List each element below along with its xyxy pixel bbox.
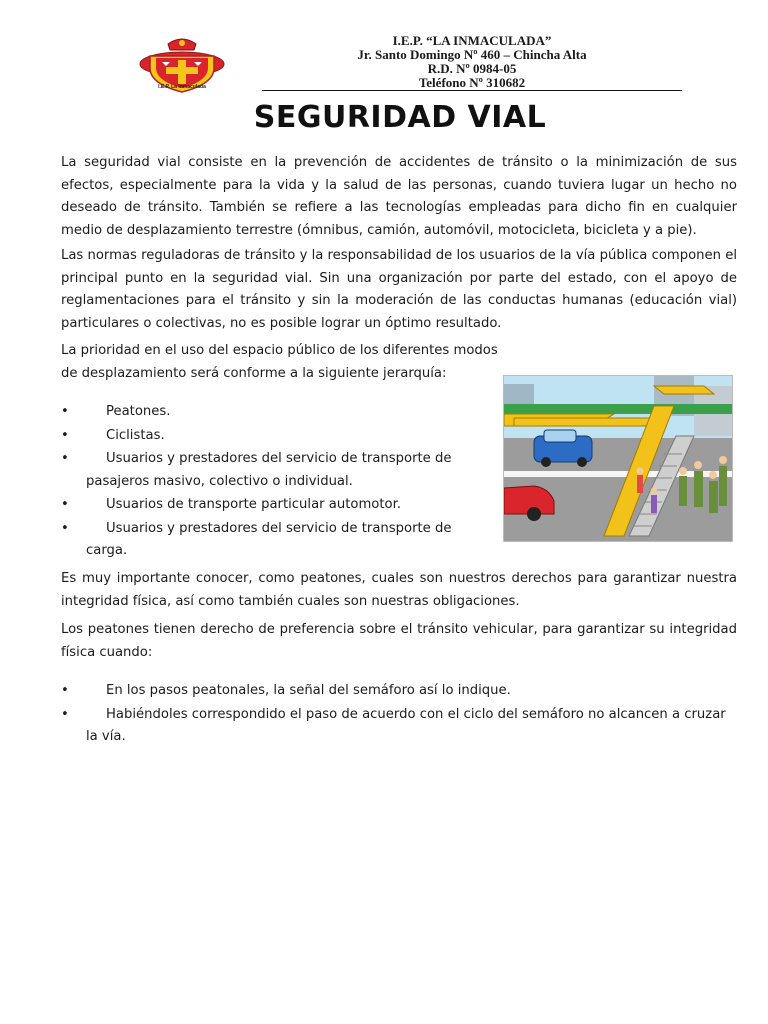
bullet-icon: • bbox=[61, 706, 69, 722]
header-rule bbox=[262, 90, 682, 91]
list-item: • Usuarios de transporte particular automotor. bbox=[61, 494, 456, 517]
institution-phone: Teléfono Nº 310682 bbox=[418, 75, 526, 90]
list-item: • En los pasos peatonales, la señal del semáforo así lo indique. bbox=[61, 680, 737, 703]
institution-header bbox=[262, 34, 682, 90]
bullet-icon: • bbox=[61, 683, 69, 698]
list-item: • Ciclistas. bbox=[61, 425, 456, 448]
hierarchy-list bbox=[61, 401, 456, 564]
list-item: • Peatones. bbox=[61, 401, 456, 424]
list-item: • Usuarios y prestadores del servicio de transporte de pasajeros masivo, colectivo o individual. bbox=[61, 448, 456, 493]
institution-rd: R.D. Nº 0984-05 bbox=[427, 61, 517, 76]
bullet-icon: • bbox=[61, 497, 69, 512]
bullet-icon: • bbox=[61, 427, 69, 443]
bullet-icon: • bbox=[61, 520, 69, 536]
bullet-icon: • bbox=[61, 404, 69, 419]
pedestrian-bridge-illustration bbox=[503, 375, 733, 542]
paragraph-rights: Los peatones tienen derecho de preferencia sobre el tránsito vehicular, para garantizar su integridad física cuando: bbox=[61, 622, 737, 660]
paragraph-intro: La seguridad vial consiste en la prevención de accidentes de tránsito o la minimización de sus efectos, especialmente para la vida y la salud de las personas, cuando tuviera lugar un hecho no deseado de tránsito. También se refiere a las tecnologías empleadas para dicho fin en cualquier medio de desplazamiento terrestre (ómnibus, camión, automóvil, motocicleta, bicicleta y a pie). bbox=[61, 155, 737, 238]
page-title: SEGURIDAD VIAL bbox=[253, 100, 547, 135]
paragraph-importance: Es muy importante conocer, como peatones, cuales son nuestros derechos para garantizar nuestra integridad física, así como también cuales son nuestras obligaciones. bbox=[61, 571, 737, 609]
logo-caption: I.E.P. La Inmaculada bbox=[158, 84, 206, 90]
paragraph-priority: La prioridad en el uso del espacio público de los diferentes modos de desplazamiento será conforme a la siguiente jerarquía: bbox=[61, 343, 498, 381]
list-item: • Usuarios y prestadores del servicio de transporte de carga. bbox=[61, 518, 456, 563]
institution-address: Jr. Santo Domingo Nº 460 – Chincha Alta bbox=[357, 47, 587, 62]
paragraph-norms: Las normas reguladoras de tránsito y la responsabilidad de los usuarios de la vía pública componen el principal punto en la seguridad vial. Sin una organización por parte del estado, con el apoyo de reglamentaciones para el tránsito y sin la moderación de las conductas humanas (educación vial) particulares o colectivas, no es posible lograr un óptimo resultado. bbox=[61, 248, 737, 331]
list-item: • Habiéndoles correspondido el paso de acuerdo con el ciclo del semáforo no alcancen a cruzar la vía. bbox=[61, 704, 737, 749]
bullet-icon: • bbox=[61, 451, 69, 466]
rights-list bbox=[61, 680, 737, 750]
institution-name: I.E.P. “LA INMACULADA” bbox=[392, 33, 552, 48]
